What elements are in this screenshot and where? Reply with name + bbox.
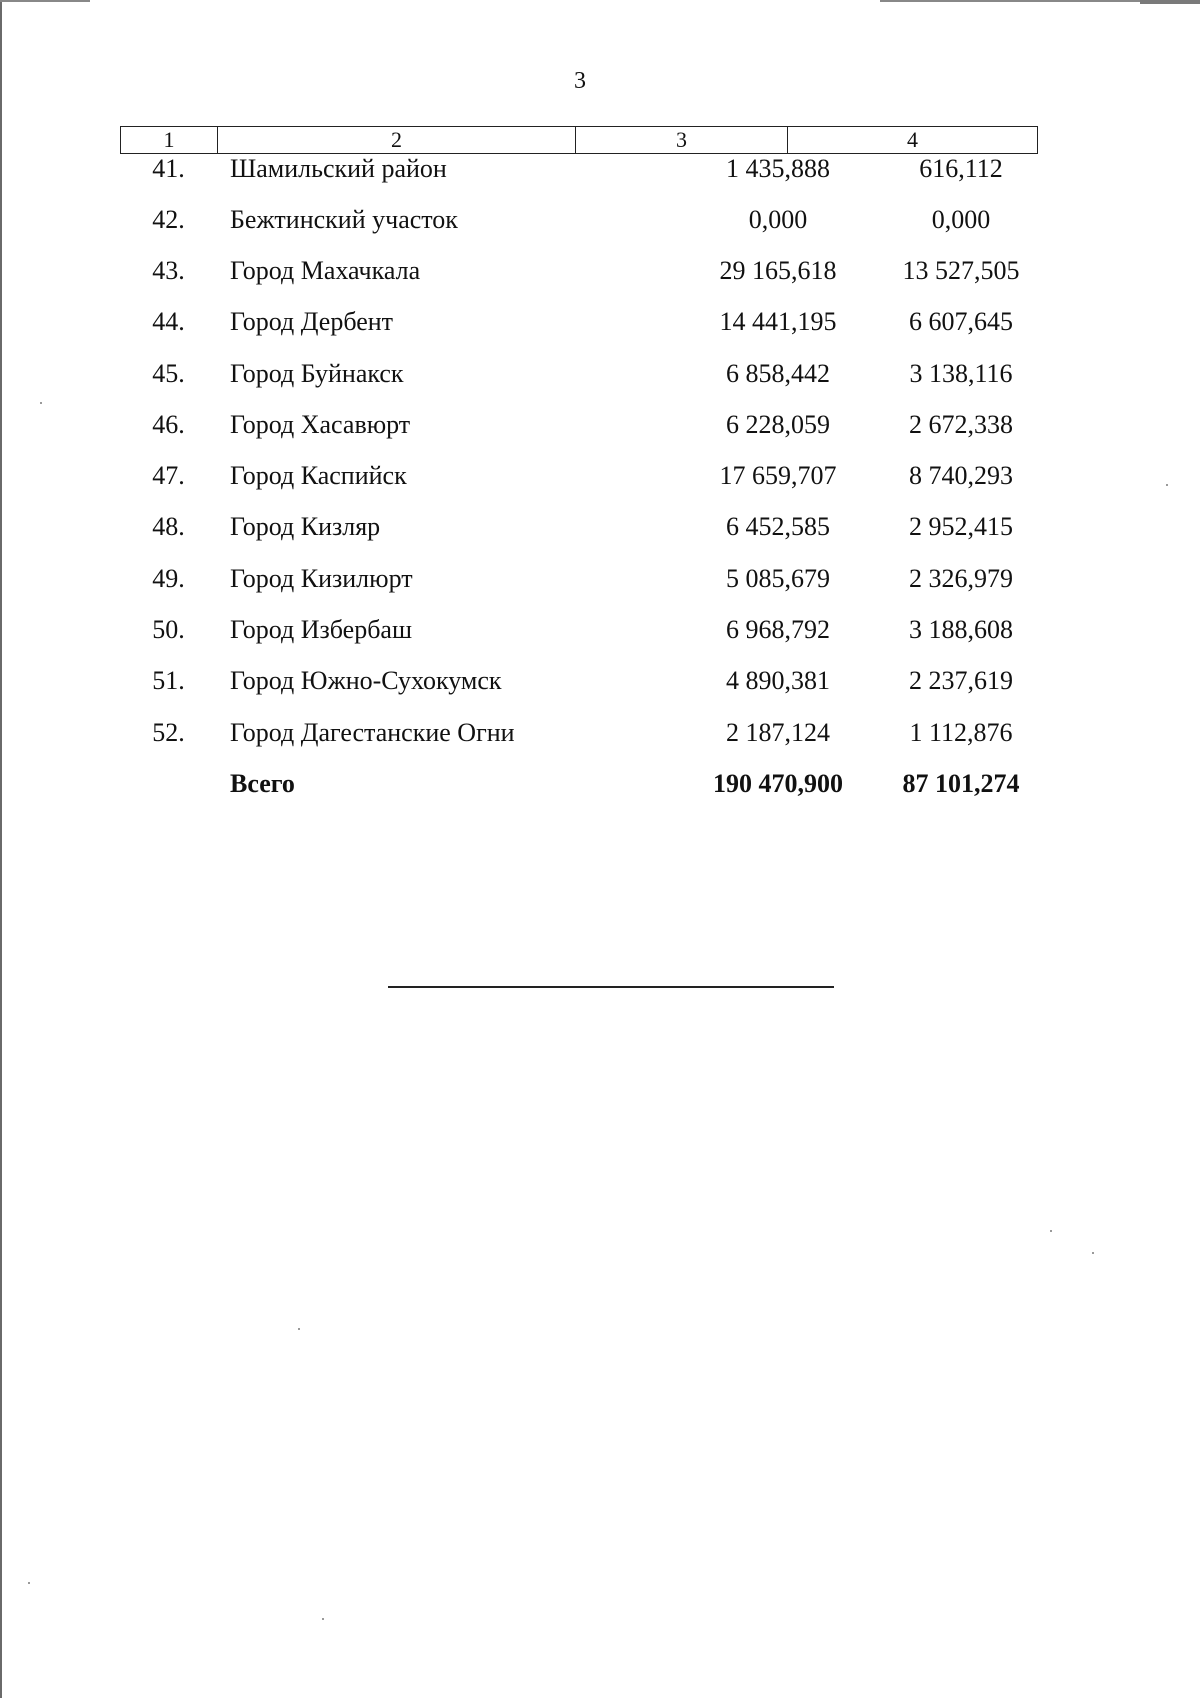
- total-col4: 87 101,274: [902, 768, 1020, 798]
- table-row: [120, 604, 1038, 655]
- row-col4: 3 188,608: [909, 615, 1013, 645]
- row-col4: 8 740,293: [909, 461, 1013, 491]
- row-col4: 13 527,505: [902, 255, 1020, 285]
- row-name: Город Кизляр: [230, 512, 381, 542]
- row-col3: 6 452,585: [726, 512, 830, 542]
- row-name: Город Махачкала: [230, 255, 421, 285]
- row-col3: 5 085,679: [726, 563, 830, 593]
- row-col4: 1 112,876: [909, 717, 1013, 747]
- row-col4: 616,112: [919, 154, 1003, 183]
- row-number: 46.: [152, 409, 185, 439]
- row-name: Город Избербаш: [230, 615, 412, 645]
- row-name: Город Южно-Сухокумск: [230, 666, 502, 696]
- row-col4: 2 952,415: [909, 512, 1013, 542]
- row-name: Город Дагестанские Огни: [230, 717, 515, 747]
- row-col3: 29 165,618: [719, 255, 837, 285]
- row-col4: 2 672,338: [909, 409, 1013, 439]
- table-header-row: [120, 126, 1038, 154]
- table-row: [120, 450, 1038, 501]
- row-col4: 2 326,979: [909, 563, 1013, 593]
- row-col3: 17 659,707: [719, 461, 837, 491]
- row-number: 41.: [152, 154, 185, 183]
- scan-speck: [28, 1582, 30, 1584]
- row-number: 52.: [152, 717, 185, 747]
- table-row: [120, 502, 1038, 553]
- row-name: Город Дербент: [230, 307, 394, 337]
- row-number: 50.: [152, 615, 185, 645]
- row-number: 47.: [152, 461, 185, 491]
- table-row: [120, 245, 1038, 296]
- row-col3: 6 858,442: [726, 358, 830, 388]
- scan-speck: [298, 1328, 300, 1330]
- row-number: 42.: [152, 204, 185, 234]
- table-row: [120, 297, 1038, 348]
- table-row: [120, 399, 1038, 450]
- row-number: 51.: [152, 666, 185, 696]
- table-body: [120, 154, 1038, 810]
- table-header-cell-1: 1: [121, 127, 218, 153]
- scan-speck: [322, 1618, 324, 1620]
- scan-speck: [1166, 484, 1168, 486]
- row-col4: 2 237,619: [909, 666, 1013, 696]
- row-name: Город Каспийск: [230, 461, 407, 491]
- total-label: Всего: [230, 768, 295, 798]
- table-row: [120, 348, 1038, 399]
- row-col3: 0,000: [748, 204, 808, 234]
- row-col3: 6 968,792: [726, 615, 830, 645]
- row-number: 44.: [152, 307, 185, 337]
- row-name: Шамильский район: [230, 154, 447, 183]
- scan-edge-top-right-mark: [1140, 0, 1200, 4]
- table-header-cell-3: 3: [576, 127, 788, 153]
- row-col3: 14 441,195: [719, 307, 837, 337]
- row-col4: 6 607,645: [909, 307, 1013, 337]
- row-number: 48.: [152, 512, 185, 542]
- scan-speck: [1092, 1252, 1094, 1254]
- scan-edge-left: [0, 0, 2, 1698]
- table-row: [120, 194, 1038, 245]
- row-name: Город Буйнакск: [230, 358, 404, 388]
- row-name: Город Кизилюрт: [230, 563, 413, 593]
- row-number: 45.: [152, 358, 185, 388]
- scan-speck: [40, 402, 42, 404]
- row-number: 43.: [152, 255, 185, 285]
- table-row: [120, 707, 1038, 758]
- row-col3: 6 228,059: [726, 409, 830, 439]
- row-col3: 4 890,381: [726, 666, 830, 696]
- scan-speck: [1050, 1230, 1052, 1232]
- page-number: 3: [574, 68, 586, 94]
- row-col3: 2 187,124: [726, 717, 830, 747]
- table-header-cell-4: 4: [907, 127, 918, 152]
- table-total-row: [120, 758, 1038, 809]
- row-name: Город Хасавюрт: [230, 409, 411, 439]
- row-name: Бежтинский участок: [230, 204, 458, 234]
- closing-rule: [388, 986, 834, 988]
- table-row: [120, 154, 1038, 194]
- table-row: [120, 553, 1038, 604]
- row-col4: 0,000: [931, 204, 991, 234]
- table-header-cell-2: 2: [218, 127, 576, 153]
- row-number: 49.: [152, 563, 185, 593]
- row-col4: 3 138,116: [909, 358, 1013, 388]
- row-col3: 1 435,888: [726, 154, 830, 183]
- total-col3: 190 470,900: [713, 768, 843, 798]
- table-row: [120, 656, 1038, 707]
- scan-edge-top-left: [0, 0, 90, 2]
